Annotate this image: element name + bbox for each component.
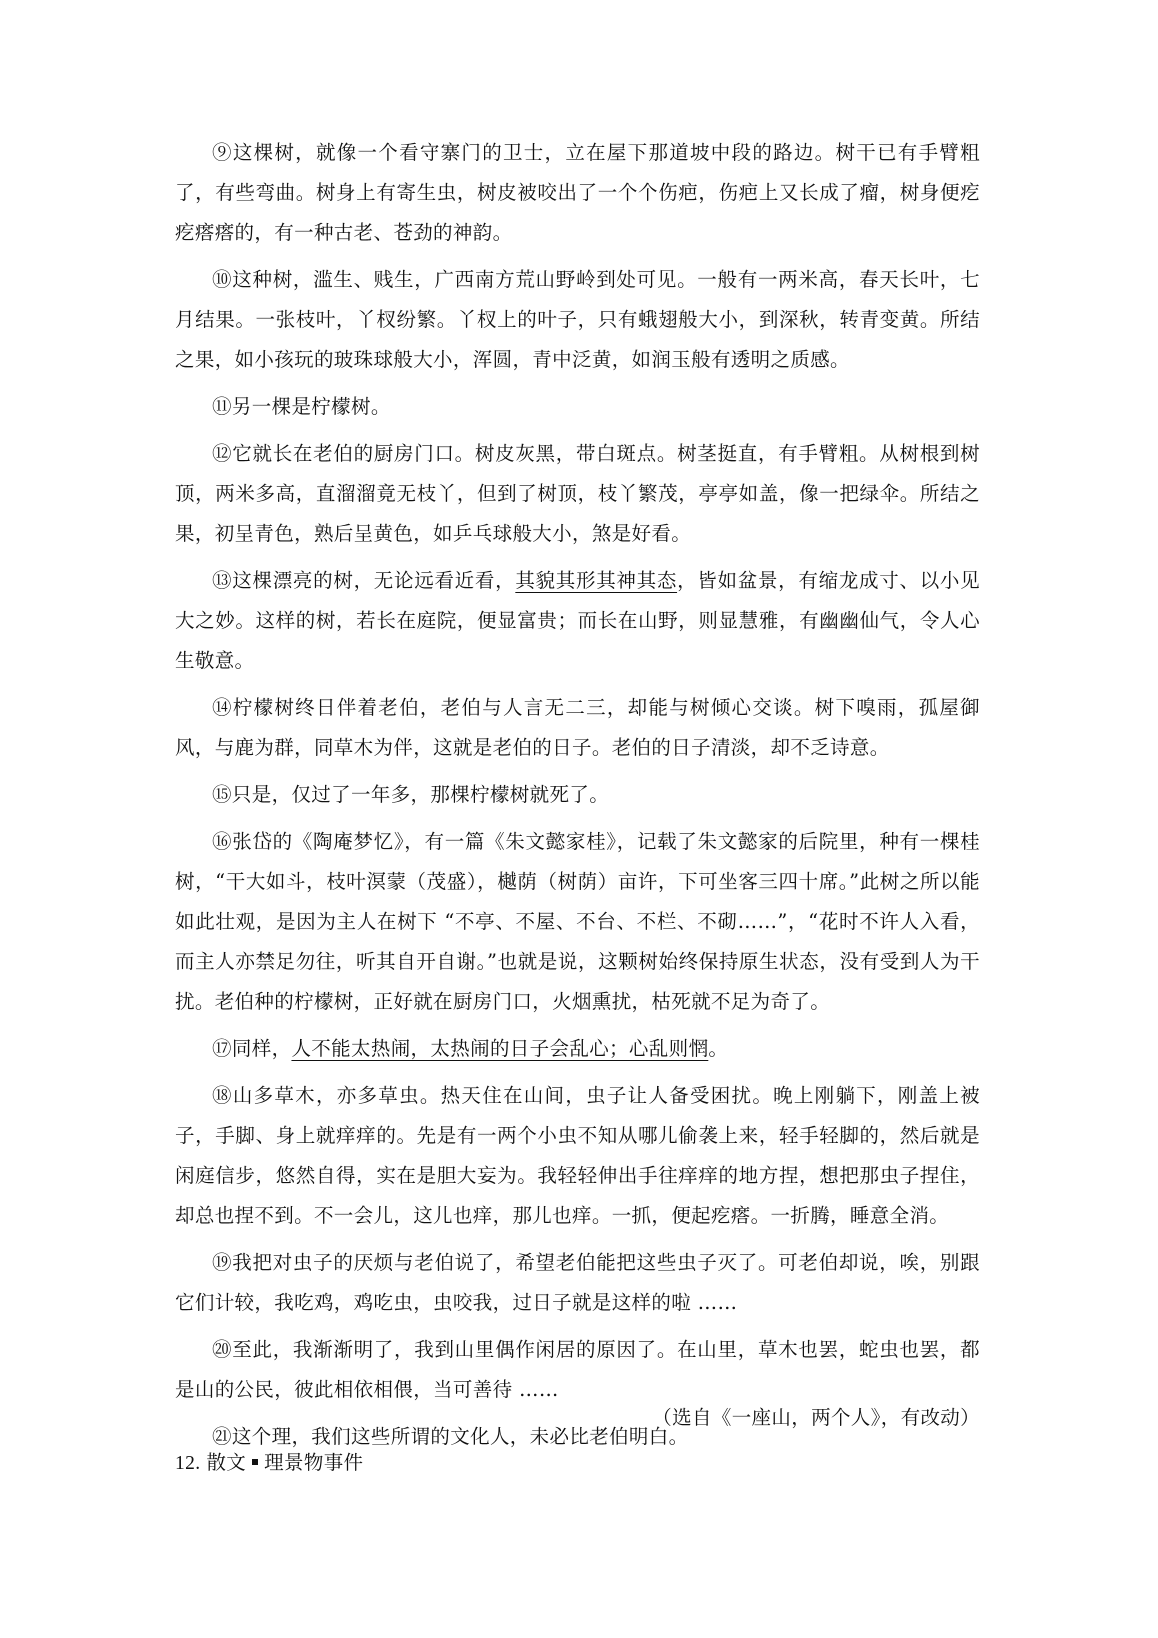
para-14-text: ⑭柠檬树终日伴着老伯，老伯与人言无二三，却能与树倾心交谈。树下嗅雨，孤屋御风，与鹿为群，同草木为伴，这就是老伯的日子。老伯的日子清淡，却不乏诗意。 xyxy=(175,696,980,759)
para-10-text: ⑩这种树，滥生、贱生，广西南方荒山野岭到处可见。一般有一两米高，春天长叶，七月结果。一张枝叶，丫杈纷繁。丫杈上的叶子，只有蛾翅般大小，到深秋，转青变黄。所结之果，如小孩玩的玻珠球般大小，浑圆，青中泛黄，如润玉般有透明之质感。 xyxy=(175,268,980,371)
paragraph-16 xyxy=(175,822,980,1022)
para-9-text: ⑨这棵树，就像一个看守寨门的卫士，立在屋下那道坡中段的路边。树干已有手臂粗了，有些弯曲。树身上有寄生虫，树皮被咬出了一个个伤疤，伤疤上又长成了瘤，树身便疙疙瘩瘩的，有一种古老、苍劲的神韵。 xyxy=(175,141,980,244)
question-number: 12. xyxy=(175,1453,201,1474)
para-13-underlined-phrase: 其貌其形其神其态 xyxy=(515,569,678,592)
paragraph-11 xyxy=(175,387,980,427)
para-18-text: ⑱山多草木，亦多草虫。热天住在山间，虫子让人备受困扰。晚上刚躺下，刚盖上被子，手脚、身上就痒痒的。先是有一两个小虫不知从哪儿偷袭上来，轻手轻脚的，然后就是闲庭信步，悠然自得，实在是胆大妄为。我轻轻伸出手往痒痒的地方捏，想把那虫子捏住，却总也捏不到。不一会儿，这儿也痒，那儿也痒。一抓，便起疙瘩。一折腾，睡意全消。 xyxy=(175,1084,980,1227)
separator-dot-icon xyxy=(252,1459,258,1465)
question-topic: 理景物事件 xyxy=(264,1451,364,1474)
paragraph-9 xyxy=(175,133,980,253)
para-13-text-a: ⑬这棵漂亮的树，无论远看近看， xyxy=(212,569,516,592)
paragraph-13 xyxy=(175,561,980,681)
para-21-text: ㉑这个理，我们这些所谓的文化人，未必比老伯明白。 xyxy=(212,1425,689,1448)
paragraph-18 xyxy=(175,1076,980,1236)
para-16-text: ⑯张岱的《陶庵梦忆》，有一篇《朱文懿家桂》，记载了朱文懿家的后院里，种有一棵桂树，“干大如斗，枝叶溟蒙（茂盛），樾荫（树荫）亩许，下可坐客三四十席。”此树之所以能如此壮观，是因为主人在树下 “不亭、不屋、不台、不栏、不砌……”，“花时不许人入看，而主人亦禁足勿往，听其自开自谢。”也就是说，这颗树始终保持原生状态，没有受到人为干扰。老伯种的柠檬树，正好就在厨房门口，火烟熏扰，枯死就不足为奇了。 xyxy=(175,830,980,1013)
question-category: 散文 xyxy=(206,1451,247,1474)
paragraph-14 xyxy=(175,688,980,768)
essay-body xyxy=(175,133,980,1464)
paragraph-15 xyxy=(175,775,980,815)
para-17-underlined-sentence: 人不能太热闹，太热闹的日子会乱心；心乱则惘 xyxy=(291,1037,709,1060)
paragraph-12 xyxy=(175,434,980,554)
para-19-text: ⑲我把对虫子的厌烦与老伯说了，希望老伯能把这些虫子灭了。可老伯却说，唉，别跟它们计较，我吃鸡，鸡吃虫，虫咬我，过日子就是这样的啦 …… xyxy=(175,1251,980,1314)
para-13-text-b: ，皆如盆景，有缩龙成寸、以小见大之妙。这样的树，若长在庭院，便显富贵；而长在山野，则显慧雅，有幽幽仙气，令人心生敬意。 xyxy=(175,569,980,672)
paragraph-10 xyxy=(175,260,980,380)
para-11-text: ⑪另一棵是柠檬树。 xyxy=(212,395,391,418)
paragraph-19 xyxy=(175,1243,980,1323)
source-citation: （选自《一座山，两个人》，有改动） xyxy=(652,1406,980,1429)
para-12-text: ⑫它就长在老伯的厨房门口。树皮灰黑，带白斑点。树茎挺直，有手臂粗。从树根到树顶，两米多高，直溜溜竟无枝丫，但到了树顶，枝丫繁茂，亭亭如盖，像一把绿伞。所结之果，初呈青色，熟后呈黄色，如乒乓球般大小，煞是好看。 xyxy=(175,442,980,545)
para-15-text: ⑮只是，仅过了一年多，那棵柠檬树就死了。 xyxy=(212,783,610,806)
paragraph-17 xyxy=(175,1029,980,1069)
para-17-text-a: ⑰同样， xyxy=(212,1037,292,1060)
para-20-text: ⑳至此，我渐渐明了，我到山里偶作闲居的原因了。在山里，草木也罢，蛇虫也罢，都是山的公民，彼此相依相偎，当可善待 …… xyxy=(175,1338,980,1401)
para-17-text-b: 。 xyxy=(708,1037,729,1060)
question-label xyxy=(175,1443,363,1484)
